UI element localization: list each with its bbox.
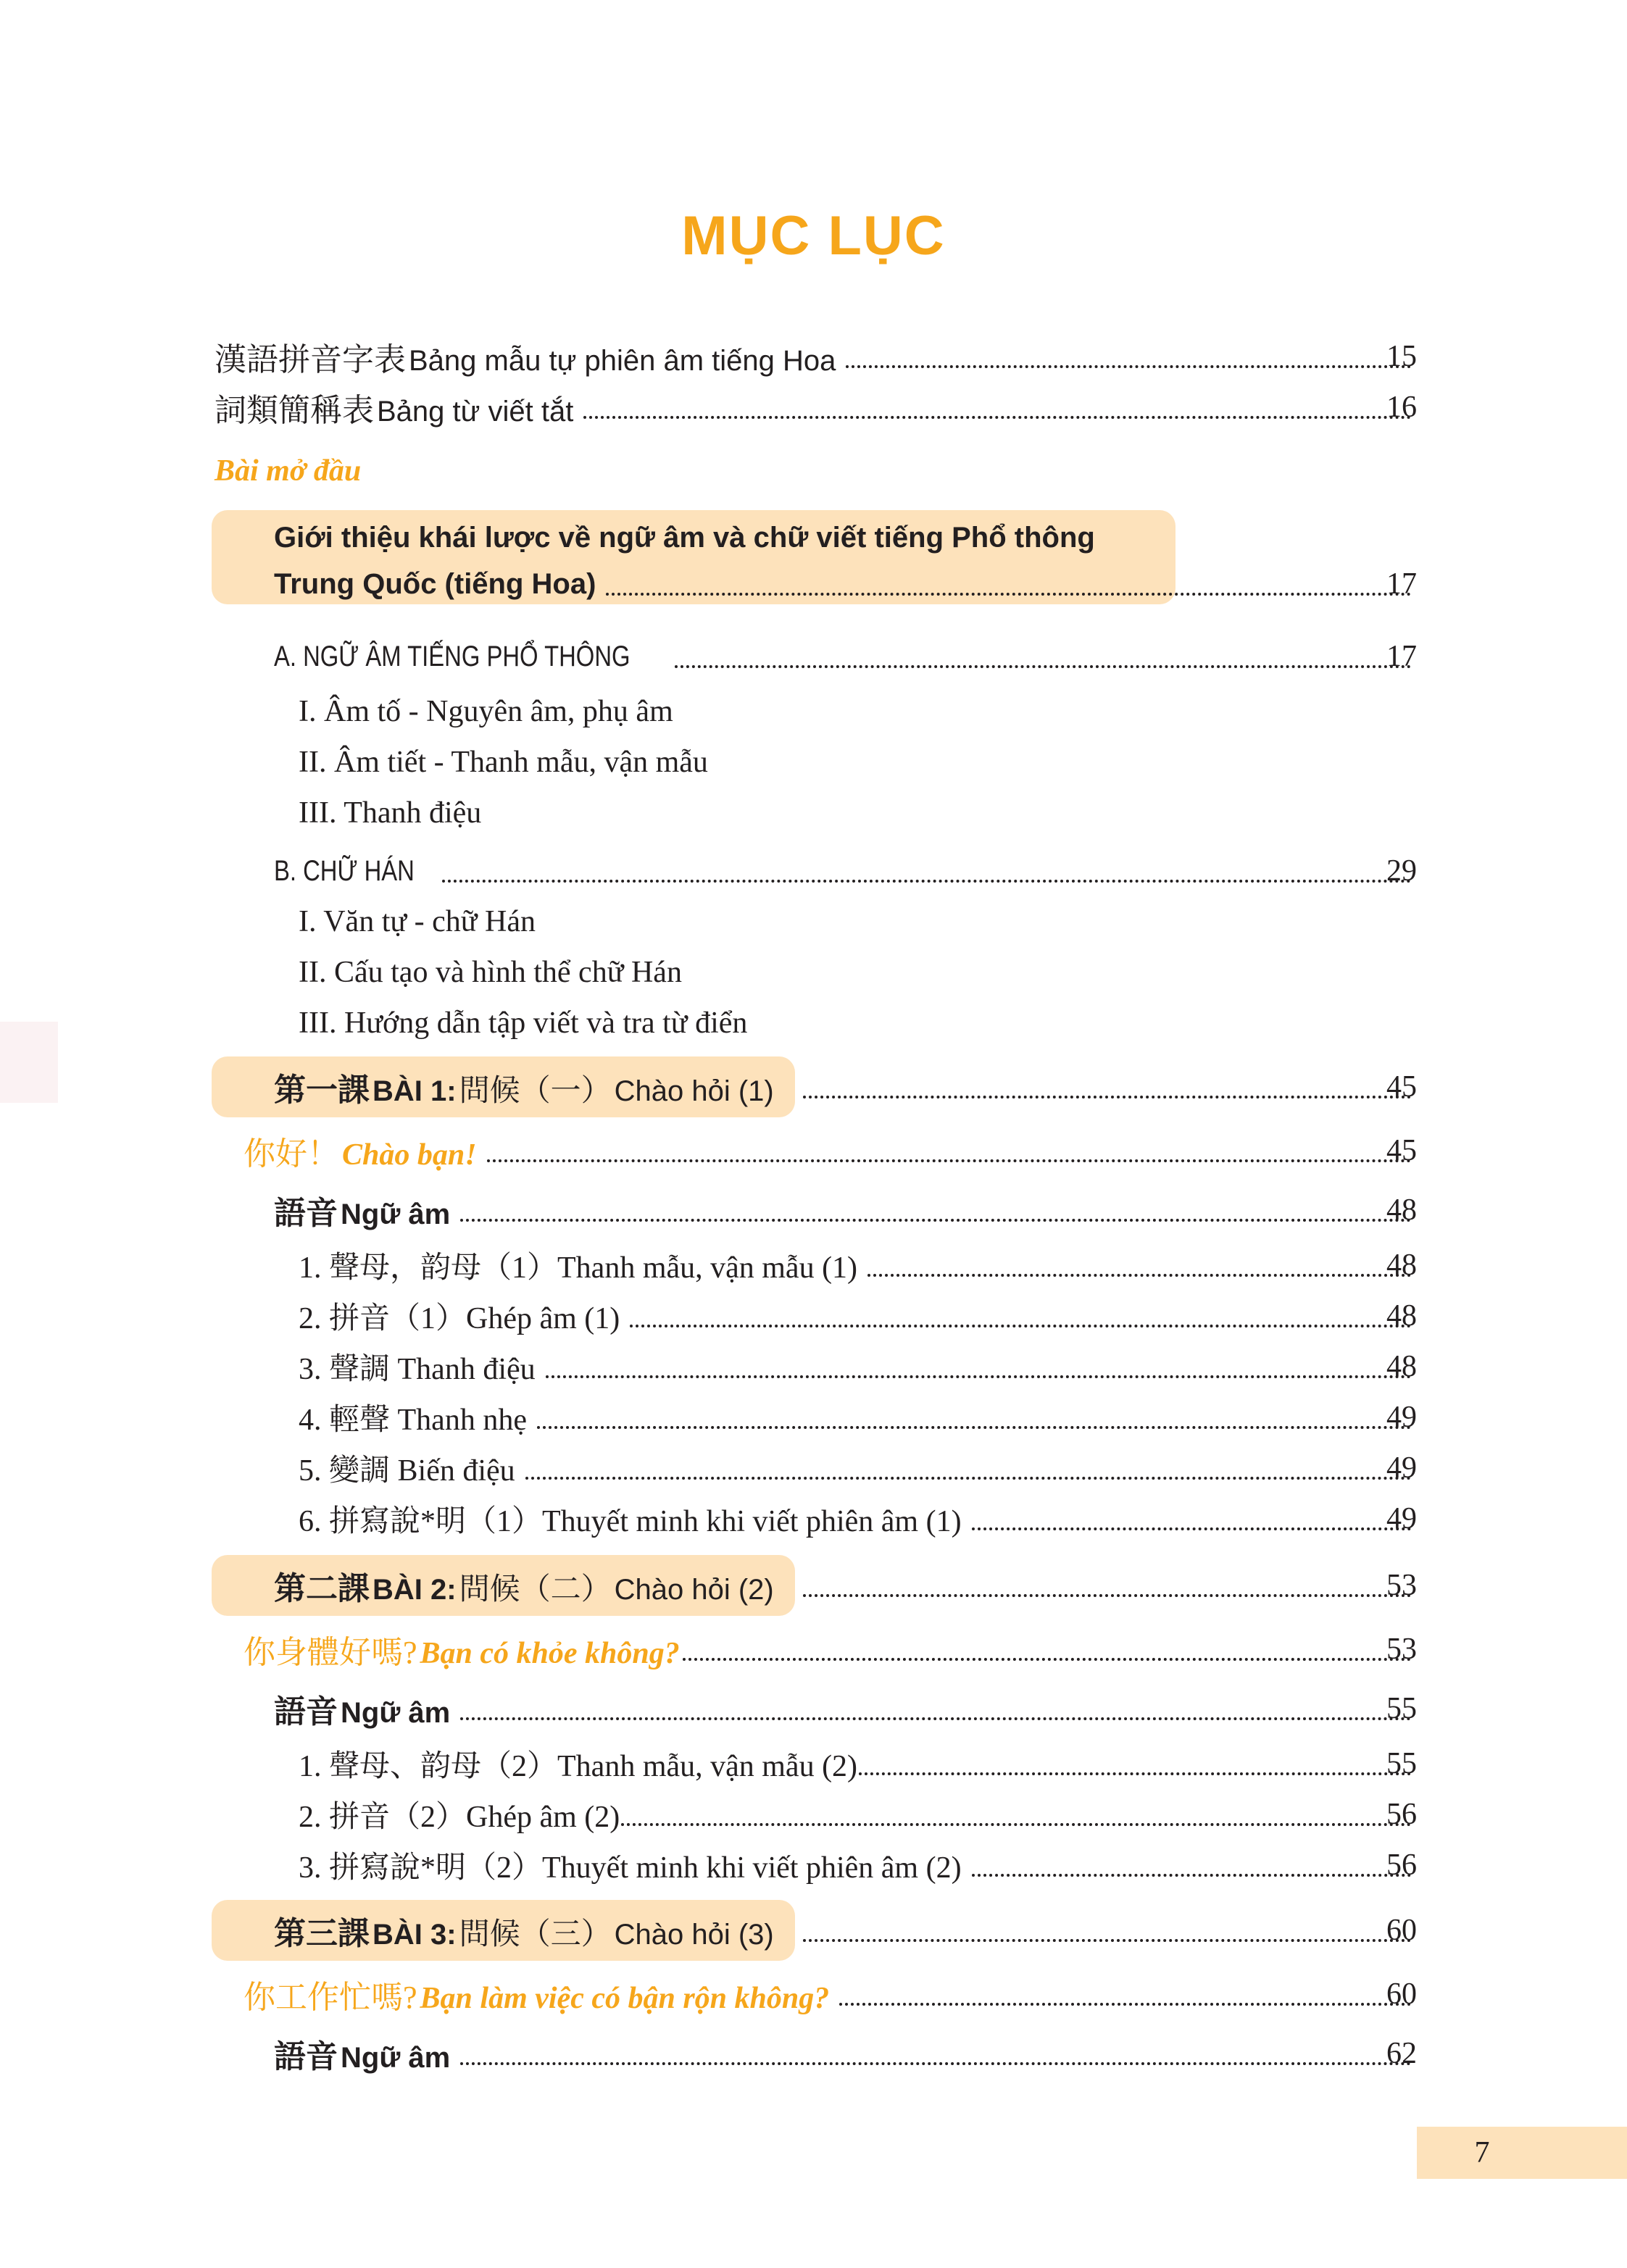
page-ref: 49 <box>1386 1451 1417 1485</box>
lesson-number: BÀI 3: <box>373 1919 457 1951</box>
phonetics-vi: Ngữ âm <box>341 2042 451 2074</box>
lesson-number: BÀI 1: <box>373 1075 457 1107</box>
item-cn: 拼音（1） <box>329 1302 467 1335</box>
lesson-cn-label: 第二課 <box>274 1571 370 1606</box>
toc-entry-lesson-2[interactable] <box>0 1564 1627 1607</box>
dot-leader <box>460 1717 1411 1720</box>
dialog-vi: Bạn làm việc có bận rộn không? <box>420 1982 830 2015</box>
item-cn: 拼寫說*明（1） <box>329 1505 543 1538</box>
toc-entry-intro[interactable] <box>0 562 1627 606</box>
page-ref: 48 <box>1386 1350 1417 1383</box>
section-a-label: A. NGỮ ÂM TIẾNG PHỔ THÔNG <box>274 640 631 672</box>
page-ref: 53 <box>1386 1633 1417 1666</box>
item-number: 1. <box>299 1251 322 1285</box>
toc-entry-abbreviations[interactable] <box>0 385 1627 429</box>
intro-box-line2: Trung Quốc (tiếng Hoa) <box>274 567 596 600</box>
toc-subitem[interactable] <box>0 1294 1627 1338</box>
dot-leader <box>846 365 1411 368</box>
dot-leader <box>859 1772 1411 1775</box>
dot-leader <box>803 1594 1411 1597</box>
section-a-item: I. Âm tố - Nguyên âm, phụ âm <box>299 695 673 728</box>
item-number: 1. <box>299 1750 322 1783</box>
entry-cn: 漢語拼音字表 <box>215 342 406 378</box>
page-ref: 45 <box>1386 1134 1417 1167</box>
toc-subitem[interactable] <box>0 1396 1627 1439</box>
item-cn: 變調 <box>329 1454 391 1488</box>
section-b-item: III. Hướng dẫn tập viết và tra từ điển <box>299 1006 748 1040</box>
toc-subitem[interactable] <box>0 1446 1627 1490</box>
page-ref: 17 <box>1386 640 1417 673</box>
dot-leader <box>606 593 1411 596</box>
item-vi: Thuyết minh khi viết phiên âm (2) <box>542 1851 962 1885</box>
toc-entry-lesson-2-dialog[interactable] <box>0 1627 1627 1671</box>
dot-leader <box>537 1426 1411 1429</box>
dot-leader <box>675 665 1411 668</box>
dot-leader <box>583 416 1411 419</box>
intro-heading <box>215 449 361 493</box>
item-number: 4. <box>299 1404 322 1437</box>
page-ref: 49 <box>1386 1401 1417 1434</box>
entry-vi: Bảng từ viết tắt <box>377 396 574 428</box>
phonetics-cn: 語音 <box>274 1694 338 1730</box>
toc-entry-lesson-1-phonetics[interactable] <box>0 1188 1627 1232</box>
dot-leader <box>621 1823 1411 1826</box>
page-ref: 17 <box>1386 567 1417 601</box>
dot-leader <box>460 2062 1411 2065</box>
section-a-item: III. Thanh điệu <box>299 796 482 830</box>
page-number: 7 <box>1474 2136 1490 2169</box>
lesson-cn-label: 第三課 <box>274 1916 370 1951</box>
toc-entry-lesson-1[interactable] <box>0 1065 1627 1109</box>
page-number-box <box>1417 2127 1627 2179</box>
page-ref: 55 <box>1386 1747 1417 1780</box>
lesson-cn-label: 第一課 <box>274 1072 370 1108</box>
page-ref: 15 <box>1386 340 1417 373</box>
item-cn: 拼音（2） <box>329 1801 467 1834</box>
toc-subitem[interactable] <box>0 1243 1627 1287</box>
page-ref: 60 <box>1386 1977 1417 2011</box>
phonetics-vi: Ngữ âm <box>341 1697 451 1729</box>
lesson-cn-title: 問候（二） <box>459 1573 612 1606</box>
phonetics-cn: 語音 <box>274 1196 338 1231</box>
lesson-cn-title: 問候（一） <box>459 1075 612 1108</box>
dot-leader <box>630 1325 1411 1327</box>
toc-subitem[interactable] <box>0 1742 1627 1785</box>
item-cn: 聲調 <box>329 1353 391 1386</box>
toc-subitem[interactable] <box>0 1497 1627 1541</box>
dialog-cn: 你工作忙嗎? <box>244 1980 417 2015</box>
dot-leader <box>487 1159 1411 1162</box>
toc-entry-lesson-1-dialog[interactable] <box>0 1129 1627 1172</box>
page-ref: 53 <box>1386 1569 1417 1602</box>
lesson-vi-title: Chào hỏi (2) <box>614 1574 774 1606</box>
lesson-vi-title: Chào hỏi (3) <box>614 1919 774 1951</box>
page-ref: 48 <box>1386 1299 1417 1333</box>
item-vi: Biến điệu <box>397 1454 515 1488</box>
entry-vi: Bảng mẫu tự phiên âm tiếng Hoa <box>409 345 836 377</box>
dot-leader <box>442 880 1411 883</box>
toc-entry-pinyin-table[interactable] <box>0 335 1627 378</box>
toc-subitem[interactable] <box>0 1843 1627 1887</box>
section-b-item: I. Văn tự - chữ Hán <box>299 905 536 938</box>
dot-leader <box>460 1219 1411 1222</box>
dialog-vi: Chào bạn! <box>342 1138 477 1172</box>
page-ref: 62 <box>1386 2037 1417 2070</box>
page-ref: 48 <box>1386 1193 1417 1227</box>
item-number: 3. <box>299 1353 322 1386</box>
toc-subitem[interactable] <box>0 1793 1627 1836</box>
item-vi: Thanh mẫu, vận mẫu (2) <box>557 1750 858 1783</box>
phonetics-cn: 語音 <box>274 2039 338 2075</box>
page-ref: 48 <box>1386 1248 1417 1282</box>
page-ref: 56 <box>1386 1848 1417 1882</box>
dot-leader <box>683 1658 1411 1661</box>
item-vi: Thanh điệu <box>397 1353 536 1386</box>
page-ref: 49 <box>1386 1502 1417 1535</box>
dot-leader <box>803 1096 1411 1098</box>
item-cn: 聲母、韵母（2） <box>329 1750 558 1783</box>
intro-box-line1: Giới thiệu khái lược về ngữ âm và chữ viết tiếng Phổ thông <box>274 521 1095 554</box>
entry-cn: 詞類簡稱表 <box>215 393 374 428</box>
dot-leader <box>972 1874 1411 1877</box>
dot-leader <box>972 1527 1411 1530</box>
item-number: 5. <box>299 1454 322 1488</box>
item-number: 2. <box>299 1302 322 1335</box>
page-ref: 29 <box>1386 854 1417 888</box>
phonetics-vi: Ngữ âm <box>341 1198 451 1230</box>
item-cn: 輕聲 <box>329 1404 391 1437</box>
item-vi: Thanh nhẹ <box>397 1404 527 1437</box>
page-ref: 56 <box>1386 1798 1417 1831</box>
lesson-vi-title: Chào hỏi (1) <box>614 1075 774 1107</box>
section-a-item: II. Âm tiết - Thanh mẫu, vận mẫu <box>299 746 708 779</box>
item-number: 2. <box>299 1801 322 1834</box>
section-b-item: II. Cấu tạo và hình thể chữ Hán <box>299 956 682 989</box>
dialog-cn: 你好！ <box>244 1136 339 1172</box>
item-number: 3. <box>299 1851 322 1885</box>
page-ref: 16 <box>1386 391 1417 424</box>
dot-leader <box>867 1274 1411 1277</box>
item-vi: Ghép âm (2) <box>466 1801 620 1834</box>
item-vi: Thanh mẫu, vận mẫu (1) <box>557 1251 858 1285</box>
page-ref: 60 <box>1386 1914 1417 1947</box>
toc-entry-section-a[interactable] <box>0 635 1627 678</box>
dot-leader <box>546 1375 1411 1378</box>
page-ref: 55 <box>1386 1692 1417 1725</box>
page-title: MỤC LỤC <box>681 205 946 267</box>
item-cn: 拼寫說*明（2） <box>329 1851 543 1885</box>
intro-heading-text: Bài mở đầu <box>215 454 362 488</box>
lesson-number: BÀI 2: <box>373 1574 457 1606</box>
toc-entry-lesson-3[interactable] <box>0 1909 1627 1952</box>
dialog-vi: Bạn có khỏe không? <box>420 1637 680 1670</box>
section-b-label: B. CHỮ HÁN <box>274 854 415 887</box>
toc-entry-lesson-3-phonetics[interactable] <box>0 2032 1627 2075</box>
page-ref: 45 <box>1386 1070 1417 1104</box>
toc-entry-lesson-3-dialog[interactable] <box>0 1972 1627 2016</box>
dot-leader <box>839 2003 1411 2006</box>
item-vi: Ghép âm (1) <box>466 1302 620 1335</box>
item-number: 6. <box>299 1505 322 1538</box>
lesson-cn-title: 問候（三） <box>459 1918 612 1951</box>
dot-leader <box>525 1477 1411 1480</box>
item-vi: Thuyết minh khi viết phiên âm (1) <box>542 1505 962 1538</box>
item-cn: 聲母，韵母（1） <box>329 1251 558 1285</box>
toc-entry-lesson-2-phonetics[interactable] <box>0 1687 1627 1730</box>
dialog-cn: 你身體好嗎? <box>244 1635 417 1670</box>
toc-entry-section-b[interactable] <box>0 849 1627 893</box>
toc-subitem[interactable] <box>0 1345 1627 1388</box>
dot-leader <box>803 1939 1411 1942</box>
